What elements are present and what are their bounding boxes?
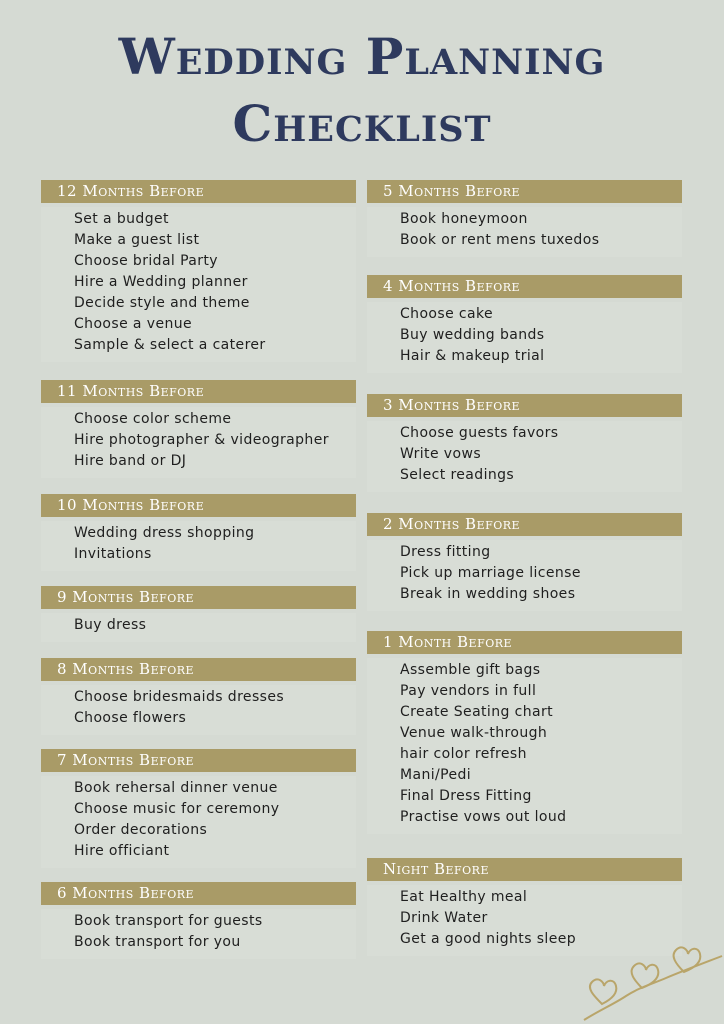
section-heading: 1 Month Before [367, 631, 682, 654]
page-subtitle: Checklist [232, 94, 492, 153]
section-heading: 11 Months Before [41, 380, 356, 403]
checklist-item: Set a budget [74, 211, 169, 227]
section-heading: 8 Months Before [41, 658, 356, 681]
section-11-months [41, 380, 356, 478]
checklist-item: Choose cake [400, 306, 494, 322]
section-8-months [41, 658, 356, 735]
section-list [367, 302, 682, 373]
section-5-months [367, 180, 682, 257]
section-list [41, 613, 356, 642]
checklist-item: Choose music for ceremony [74, 801, 280, 817]
checklist-item: Book transport for guests [74, 913, 263, 929]
page-title: Wedding Planning [118, 27, 606, 86]
section-list [41, 685, 356, 735]
section-2-months [367, 513, 682, 611]
checklist-item: Book rehersal dinner venue [74, 780, 278, 796]
checklist-item: Eat Healthy meal [400, 889, 528, 905]
section-9-months [41, 586, 356, 642]
checklist-item: Order decorations [74, 822, 208, 838]
checklist-item: Mani/Pedi [400, 767, 472, 783]
checklist-item: Get a good nights sleep [400, 931, 577, 947]
section-list [41, 407, 356, 478]
section-list [367, 207, 682, 257]
checklist-item: Hair & makeup trial [400, 348, 545, 364]
section-list [367, 421, 682, 492]
hearts-flourish-icon [580, 940, 724, 1024]
checklist-item: Dress fitting [400, 544, 491, 560]
section-heading: 6 Months Before [41, 882, 356, 905]
section-7-months [41, 749, 356, 868]
checklist-item: Drink Water [400, 910, 488, 926]
section-list [41, 909, 356, 959]
section-heading: 7 Months Before [41, 749, 356, 772]
section-heading: 5 Months Before [367, 180, 682, 203]
checklist-item: Hire a Wedding planner [74, 274, 248, 290]
section-10-months [41, 494, 356, 571]
checklist-item: Book honeymoon [400, 211, 528, 227]
checklist-item: Pick up marriage license [400, 565, 581, 581]
section-4-months [367, 275, 682, 373]
checklist-item: Book transport for you [74, 934, 241, 950]
checklist-item: hair color refresh [400, 746, 527, 762]
checklist-item: Sample & select a caterer [74, 337, 266, 353]
checklist-item: Hire officiant [74, 843, 170, 859]
checklist-item: Buy dress [74, 617, 147, 633]
checklist-item: Break in wedding shoes [400, 586, 576, 602]
checklist-item: Choose bridesmaids dresses [74, 689, 285, 705]
section-list [41, 776, 356, 868]
section-heading: 3 Months Before [367, 394, 682, 417]
checklist-item: Hire band or DJ [74, 453, 187, 469]
section-3-months [367, 394, 682, 492]
checklist-item: Venue walk-through [400, 725, 548, 741]
section-list [41, 521, 356, 571]
checklist-item: Choose bridal Party [74, 253, 218, 269]
checklist-item: Assemble gift bags [400, 662, 541, 678]
checklist-item: Write vows [400, 446, 482, 462]
section-6-months [41, 882, 356, 959]
section-heading: Night Before [367, 858, 682, 881]
checklist-item: Book or rent mens tuxedos [400, 232, 600, 248]
section-12-months [41, 180, 356, 362]
checklist-item: Final Dress Fitting [400, 788, 532, 804]
section-heading: 9 Months Before [41, 586, 356, 609]
section-list [367, 540, 682, 611]
checklist-item: Practise vows out loud [400, 809, 567, 825]
section-list [367, 658, 682, 834]
checklist-item: Choose flowers [74, 710, 187, 726]
checklist-item: Decide style and theme [74, 295, 250, 311]
checklist-item: Select readings [400, 467, 515, 483]
checklist-item: Choose color scheme [74, 411, 232, 427]
checklist-item: Hire photographer & videographer [74, 432, 329, 448]
section-list [41, 207, 356, 362]
checklist-item: Wedding dress shopping [74, 525, 255, 541]
section-heading: 2 Months Before [367, 513, 682, 536]
section-heading: 10 Months Before [41, 494, 356, 517]
checklist-item: Invitations [74, 546, 152, 562]
checklist-item: Buy wedding bands [400, 327, 545, 343]
section-heading: 12 Months Before [41, 180, 356, 203]
checklist-item: Choose a venue [74, 316, 193, 332]
checklist-item: Pay vendors in full [400, 683, 537, 699]
section-1-month [367, 631, 682, 834]
section-heading: 4 Months Before [367, 275, 682, 298]
checklist-item: Create Seating chart [400, 704, 554, 720]
checklist-item: Choose guests favors [400, 425, 559, 441]
checklist-item: Make a guest list [74, 232, 200, 248]
